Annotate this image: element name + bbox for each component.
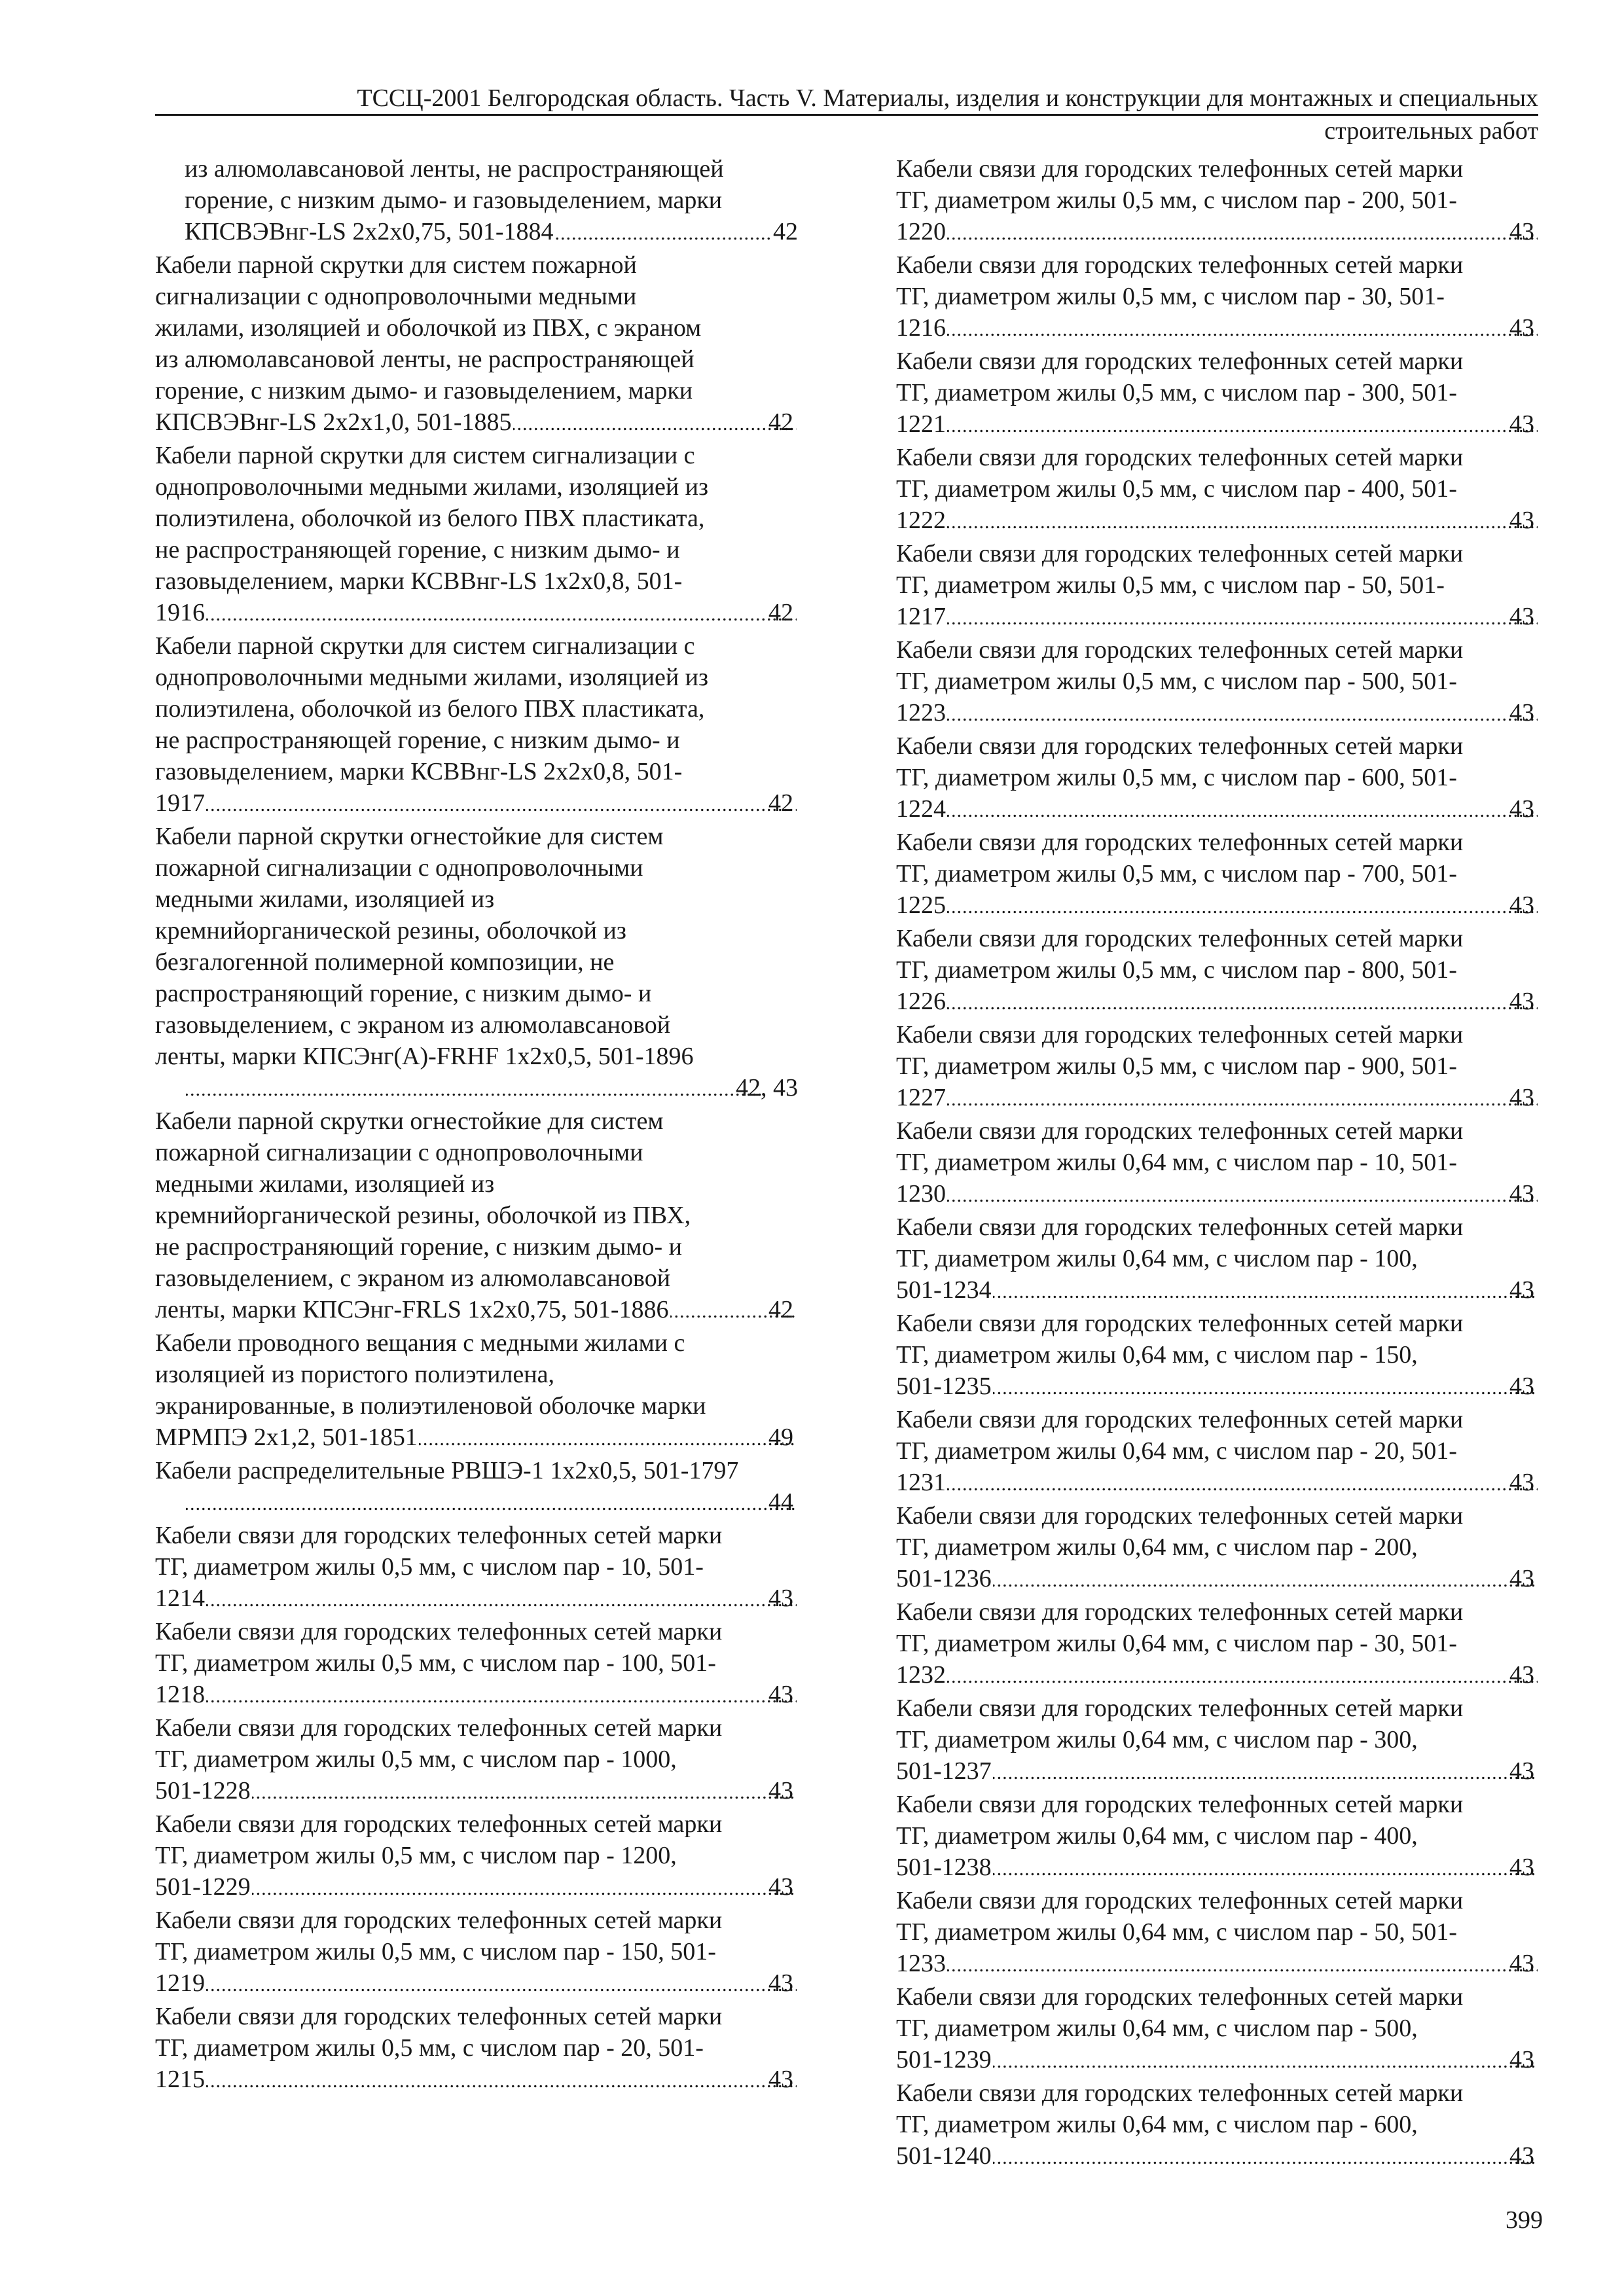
index-entry-line: ТГ, диаметром жилы 0,64 мм, с числом пар - 500,: [896, 2015, 1418, 2042]
index-entry-leader-line: МРМПЭ 2х1,2, 501-1851 ..... 49: [185, 1422, 798, 1455]
index-entry-line: медными жилами, изоляцией из: [155, 1170, 495, 1198]
index-entry: [896, 1115, 1539, 1211]
index-entry: [155, 1808, 798, 1905]
index-entry: [896, 1211, 1539, 1308]
index-entry-line: Кабели связи для городских телефонных сетей марки: [896, 1502, 1464, 1530]
dot-leader: [186, 1074, 764, 1105]
dot-leader: [947, 795, 1538, 827]
index-entry-leader-line: 1222 ..... 43: [926, 505, 1539, 538]
index-entry-leader-line: 1220 ..... 43: [926, 216, 1539, 249]
index-entry-line: Кабели связи для городских телефонных сетей марки: [896, 925, 1464, 952]
index-entry-line: Кабели связи для городских телефонных сетей марки: [896, 1406, 1464, 1433]
index-entry: [155, 2001, 798, 2097]
index-entry-leader-line: 1218 ..... 43: [185, 1679, 798, 1712]
dot-leader: [947, 891, 1538, 923]
index-entry-code: 1224: [896, 795, 946, 823]
index-entry-line: ТГ, диаметром жилы 0,5 мм, с числом пар - 700, 501-: [896, 860, 1457, 888]
index-entry-line: Кабели связи для городских телефонных сетей марки: [896, 540, 1464, 567]
index-entry-leader-line: 1217 ..... 43: [926, 601, 1539, 634]
index-entry: [155, 249, 798, 440]
running-header-continuation: строительных работ: [1324, 117, 1538, 145]
dot-leader: [186, 1488, 797, 1520]
index-entry-line: Кабели связи для городских телефонных сетей марки: [896, 251, 1464, 279]
index-entry-leader-line: 501-1240 ..... 43: [926, 2140, 1539, 2174]
index-entry-line: не распространяющей горение, с низким дымо- и: [155, 726, 680, 754]
index-entry-line: Кабели связи для городских телефонных сетей марки: [896, 1213, 1464, 1241]
index-entry-code: 1215: [155, 2066, 205, 2093]
index-entry-code: 1220: [896, 218, 946, 245]
index-entry-leader-line: 501-1236 ..... 43: [926, 1563, 1539, 1596]
index-entry-leader-line: 1214 ..... 43: [185, 1583, 798, 1616]
index-entry-code: 1232: [896, 1661, 946, 1689]
index-entry-leader-line: 501-1237 ..... 43: [926, 1755, 1539, 1789]
index-entry-code: 1231: [896, 1469, 946, 1496]
index-entry: [896, 2077, 1539, 2174]
index-entry-line: Кабели связи для городских телефонных сетей марки: [155, 1618, 723, 1645]
index-entry: [896, 827, 1539, 923]
index-entry-code: 501-1228: [155, 1777, 251, 1804]
index-entry-leader-line: 1226 ..... 43: [926, 986, 1539, 1019]
index-entry: [155, 1105, 798, 1327]
index-entry-line: однопроволочными медными жилами, изоляцией из: [155, 664, 709, 691]
dot-leader: [206, 2066, 797, 2097]
index-entry-leader-line: 501-1228 ..... 43: [185, 1775, 798, 1808]
index-entry-leader-line: 1232 ..... 43: [926, 1659, 1539, 1693]
index-entry-code: 1218: [155, 1681, 205, 1708]
dot-leader: [993, 1276, 1538, 1308]
dot-leader: [947, 1084, 1538, 1115]
index-entry-code: 501-1236: [896, 1565, 992, 1592]
index-entry-leader-line: 1216 ..... 43: [926, 312, 1539, 346]
index-entry-line: Кабели парной скрутки для систем сигнализации с: [155, 442, 695, 469]
index-entry-code: КПСВЭВнг-LS 2х2х0,75, 501-1884: [185, 218, 554, 245]
dot-leader: [206, 789, 797, 821]
index-column-left: [155, 153, 798, 2097]
index-entry-line: ТГ, диаметром жилы 0,64 мм, с числом пар - 30, 501-: [896, 1630, 1457, 1657]
index-entry-line: газовыделением, марки КСВВнг-LS 2х2х0,8, 501-: [155, 758, 683, 785]
index-entry-leader-line: 1231 ..... 43: [926, 1467, 1539, 1500]
index-entry-line: полиэтилена, оболочкой из белого ПВХ пластиката,: [155, 505, 705, 532]
index-entry-line: ТГ, диаметром жилы 0,64 мм, с числом пар - 600,: [896, 2111, 1418, 2138]
index-entry: [155, 440, 798, 630]
index-entry-leader-line: 1219 ..... 43: [185, 1967, 798, 2001]
index-entry: [896, 1596, 1539, 1693]
index-entry-line: ТГ, диаметром жилы 0,5 мм, с числом пар - 10, 501-: [155, 1553, 704, 1581]
index-entry-line: ТГ, диаметром жилы 0,64 мм, с числом пар - 400,: [896, 1822, 1418, 1850]
index-entry-line: Кабели связи для городских телефонных сетей марки: [896, 1021, 1464, 1049]
index-entry-line: ленты, марки КПСЭнг(А)-FRHF 1х2х0,5, 501-1896: [155, 1043, 694, 1070]
index-entry-line: горение, с низким дымо- и газовыделением, марки: [155, 377, 693, 404]
index-entry-line: Кабели связи для городских телефонных сетей марки: [155, 1714, 723, 1742]
index-entry: [155, 1327, 798, 1455]
index-entry-leader-line: 1227 ..... 43: [926, 1082, 1539, 1115]
index-entry-line: ТГ, диаметром жилы 0,5 мм, с числом пар - 600, 501-: [896, 764, 1457, 791]
index-entry-code: 501-1235: [896, 1372, 992, 1400]
index-entry-line: Кабели связи для городских телефонных сетей марки: [155, 1522, 723, 1549]
dot-leader: [947, 410, 1538, 442]
index-entry-line: Кабели связи для городских телефонных сетей марки: [896, 1791, 1464, 1818]
index-entry-leader-line: 1916 ..... 42: [185, 597, 798, 630]
index-entry-line: ТГ, диаметром жилы 0,5 мм, с числом пар - 1000,: [155, 1746, 677, 1773]
index-entry-leader-line: 1917 ..... 42: [185, 787, 798, 821]
index-entry-line: Кабели связи для городских телефонных сетей марки: [896, 732, 1464, 760]
index-entry-leader-line: 501-1239 ..... 43: [926, 2044, 1539, 2077]
index-entry: [155, 630, 798, 821]
index-entry: [155, 153, 798, 249]
index-entry: [896, 1308, 1539, 1404]
index-entry-line: Кабели распределительные РВШЭ-1 1х2х0,5, 501-1797: [155, 1457, 739, 1484]
dot-leader: [993, 2046, 1538, 2077]
index-entry-line: пожарной сигнализации с однопроволочными: [155, 1139, 643, 1166]
running-header: ТССЦ-2001 Белгородская область. Часть V. Материалы, изделия и конструкции для монтажных и специальных: [155, 84, 1538, 116]
index-entry-line: ТГ, диаметром жилы 0,5 мм, с числом пар - 150, 501-: [155, 1938, 716, 1965]
dot-leader: [947, 1469, 1538, 1500]
index-entry-line: Кабели связи для городских телефонных сетей марки: [896, 1887, 1464, 1914]
index-entry: [896, 538, 1539, 634]
page-number: 399: [1506, 2206, 1543, 2234]
index-entry-leader-line: 1225 ..... 43: [926, 889, 1539, 923]
index-entry-line: однопроволочными медными жилами, изоляцией из: [155, 473, 709, 501]
index-entry-code: 1221: [896, 410, 946, 438]
index-entry-line: изоляцией из пористого полиэтилена,: [155, 1361, 554, 1388]
index-entry-code: 1222: [896, 507, 946, 534]
index-entry-code: 1230: [896, 1180, 946, 1208]
index-column-right: [896, 153, 1539, 2174]
dot-leader: [993, 2142, 1538, 2174]
index-entry-code: 1226: [896, 988, 946, 1015]
dot-leader: [419, 1424, 797, 1455]
index-entry-line: сигнализации с однопроволочными медными: [155, 283, 637, 310]
index-entry-line: ТГ, диаметром жилы 0,64 мм, с числом пар - 100,: [896, 1245, 1418, 1272]
dot-leader: [947, 314, 1538, 346]
index-entry-line: газовыделением, с экраном из алюмолавсановой: [155, 1011, 671, 1039]
index-entry-line: горение, с низким дымо- и газовыделением, марки: [185, 187, 723, 214]
index-entry-line: Кабели связи для городских телефонных сетей марки: [896, 348, 1464, 375]
index-entry-line: Кабели парной скрутки для систем пожарной: [155, 251, 637, 279]
index-entry-line: Кабели проводного вещания с медными жилами с: [155, 1329, 685, 1357]
index-entry-code: 1214: [155, 1585, 205, 1612]
index-entry-line: Кабели связи для городских телефонных сетей марки: [896, 2079, 1464, 2107]
index-entry-line: не распространяющий горение, с низким дымо- и: [155, 1233, 682, 1261]
index-entry-line: ТГ, диаметром жилы 0,64 мм, с числом пар - 20, 501-: [896, 1437, 1457, 1465]
index-entry-line: Кабели связи для городских телефонных сетей марки: [896, 1117, 1464, 1145]
dot-leader: [555, 218, 772, 249]
index-entry: [896, 1019, 1539, 1115]
index-entry-line: Кабели связи для городских телефонных сетей марки: [896, 155, 1464, 183]
index-entry-line: ТГ, диаметром жилы 0,5 мм, с числом пар - 20, 501-: [155, 2034, 704, 2062]
index-entry-leader-line: 1215 ..... 43: [185, 2064, 798, 2097]
dot-leader: [993, 1372, 1538, 1404]
index-entry-code: ленты, марки КПСЭнг-FRLS 1х2х0,75, 501-1886: [155, 1296, 669, 1323]
index-entry-leader-line: ..... 44: [185, 1486, 798, 1520]
dot-leader: [947, 988, 1538, 1019]
index-entry-line: Кабели парной скрутки для систем сигнализации с: [155, 632, 695, 660]
index-entry-line: Кабели связи для городских телефонных сетей марки: [896, 829, 1464, 856]
index-entry-code: 501-1238: [896, 1854, 992, 1881]
index-entry-code: 501-1234: [896, 1276, 992, 1304]
index-entry: [896, 1885, 1539, 1981]
dot-leader: [206, 1585, 797, 1616]
index-entry-line: ТГ, диаметром жилы 0,64 мм, с числом пар - 10, 501-: [896, 1149, 1457, 1176]
index-entry-code: 1219: [155, 1969, 205, 1997]
dot-leader: [947, 1180, 1538, 1211]
index-entry-line: ТГ, диаметром жилы 0,64 мм, с числом пар - 50, 501-: [896, 1918, 1457, 1946]
index-entry-line: Кабели связи для городских телефонных сетей марки: [896, 1598, 1464, 1626]
index-entry-code: 501-1237: [896, 1757, 992, 1785]
index-entry-line: Кабели связи для городских телефонных сетей марки: [896, 1310, 1464, 1337]
index-entry-line: экранированные, в полиэтиленовой оболочке марки: [155, 1392, 706, 1420]
index-entry-line: жилами, изоляцией и оболочкой из ПВХ, с экраном: [155, 314, 702, 342]
index-entry-code: 1227: [896, 1084, 946, 1111]
index-entry-line: ТГ, диаметром жилы 0,5 мм, с числом пар - 50, 501-: [896, 571, 1445, 599]
index-entry: [896, 1981, 1539, 2077]
index-entry-page-ref: 42, 43: [736, 1074, 798, 1102]
index-entry-page-ref: 42: [773, 218, 798, 245]
index-entry-line: ТГ, диаметром жилы 0,64 мм, с числом пар - 200,: [896, 1534, 1418, 1561]
index-entry-code: 1216: [896, 314, 946, 342]
index-entry: [896, 346, 1539, 442]
index-entry: [896, 1500, 1539, 1596]
index-entry-leader-line: [185, 216, 798, 249]
index-entry: [155, 1905, 798, 2001]
index-entry: [155, 1455, 798, 1520]
index-entry-code: 1225: [896, 891, 946, 919]
index-entry-line: Кабели связи для городских телефонных сетей марки: [155, 2003, 723, 2030]
index-entry-line: пожарной сигнализации с однопроволочными: [155, 854, 643, 882]
index-entry-leader-line: 501-1229 ..... 43: [185, 1871, 798, 1905]
index-entry-code: 501-1239: [896, 2046, 992, 2073]
index-entry-line: Кабели парной скрутки огнестойкие для систем: [155, 823, 664, 850]
index-entry-code: КПСВЭВнг-LS 2х2х1,0, 501-1885: [155, 408, 512, 436]
index-entry-line: безгалогенной полимерной композиции, не: [155, 948, 615, 976]
index-entry: [896, 1404, 1539, 1500]
index-entry-line: Кабели связи для городских телефонных сетей марки: [896, 1695, 1464, 1722]
index-entry-line: Кабели связи для городских телефонных сетей марки: [896, 636, 1464, 664]
index-entry-line: ТГ, диаметром жилы 0,5 мм, с числом пар - 500, 501-: [896, 668, 1457, 695]
index-entry-leader-line: 501-1234 ..... 43: [926, 1274, 1539, 1308]
dot-leader: [252, 1873, 797, 1905]
index-entry-leader-line: 1224 ..... 43: [926, 793, 1539, 827]
dot-leader: [513, 408, 797, 440]
index-entry-line: не распространяющей горение, с низким дымо- и: [155, 536, 680, 564]
index-entry-line: медными жилами, изоляцией из: [155, 886, 495, 913]
index-entry-line: Кабели связи для городских телефонных сетей марки: [896, 444, 1464, 471]
index-entry-code: 1916: [155, 599, 205, 626]
index-entry: [896, 730, 1539, 827]
index-entry: [155, 1616, 798, 1712]
index-entry-leader-line: КПСВЭВнг-LS 2х2х1,0, 501-1885 ..... 42: [185, 406, 798, 440]
index-entry-code: 1917: [155, 789, 205, 817]
index-entry-line: газовыделением, марки КСВВнг-LS 1х2х0,8, 501-: [155, 567, 683, 595]
index-entry-line: ТГ, диаметром жилы 0,5 мм, с числом пар - 800, 501-: [896, 956, 1457, 984]
index-entry-leader-line: 1230 ..... 43: [926, 1178, 1539, 1211]
index-entry-code: 1217: [896, 603, 946, 630]
index-entry-line: ТГ, диаметром жилы 0,64 мм, с числом пар - 300,: [896, 1726, 1418, 1753]
index-entry-line: ТГ, диаметром жилы 0,5 мм, с числом пар - 300, 501-: [896, 379, 1457, 406]
index-entry-line: ТГ, диаметром жилы 0,5 мм, с числом пар - 100, 501-: [155, 1649, 716, 1677]
index-entry-line: Кабели связи для городских телефонных сетей марки: [155, 1907, 723, 1934]
dot-leader: [947, 1950, 1538, 1981]
index-entry-leader-line: 501-1235 ..... 43: [926, 1371, 1539, 1404]
index-entry-code: 1233: [896, 1950, 946, 1977]
index-entry-line: полиэтилена, оболочкой из белого ПВХ пластиката,: [155, 695, 705, 723]
index-entry-line: ТГ, диаметром жилы 0,5 мм, с числом пар - 900, 501-: [896, 1052, 1457, 1080]
dot-leader: [206, 599, 797, 630]
dot-leader: [947, 699, 1538, 730]
index-entry-code: 1223: [896, 699, 946, 726]
dot-leader: [947, 218, 1538, 249]
index-entry-line: Кабели парной скрутки огнестойкие для систем: [155, 1107, 664, 1135]
index-entry: [896, 153, 1539, 249]
index-entry: [896, 249, 1539, 346]
index-entry-code: МРМПЭ 2х1,2, 501-1851: [155, 1424, 418, 1451]
dot-leader: [947, 603, 1538, 634]
index-entry: [896, 1789, 1539, 1885]
index-entry-code: 501-1229: [155, 1873, 251, 1901]
index-entry-line: кремнийорганической резины, оболочкой из: [155, 917, 626, 944]
dot-leader: [252, 1777, 797, 1808]
index-entry-line: Кабели связи для городских телефонных сетей марки: [896, 1983, 1464, 2011]
index-entry-leader-line: [185, 1072, 798, 1105]
index-entry-line: распространяющий горение, с низким дымо- и: [155, 980, 652, 1007]
index-entry-line: кремнийорганической резины, оболочкой из ПВХ,: [155, 1202, 691, 1229]
index-entry-line: ТГ, диаметром жилы 0,5 мм, с числом пар - 400, 501-: [896, 475, 1457, 503]
index-entry-line: газовыделением, с экраном из алюмолавсановой: [155, 1265, 671, 1292]
index-entry-line: ТГ, диаметром жилы 0,64 мм, с числом пар - 150,: [896, 1341, 1418, 1369]
index-entry: [155, 1520, 798, 1616]
index-entry-leader-line: ленты, марки КПСЭнг-FRLS 1х2х0,75, 501-1886 ..... 42: [185, 1294, 798, 1327]
dot-leader: [206, 1681, 797, 1712]
index-entry: [896, 442, 1539, 538]
index-entry-line: ТГ, диаметром жилы 0,5 мм, с числом пар - 200, 501-: [896, 187, 1457, 214]
index-entry-code: 501-1240: [896, 2142, 992, 2170]
index-entry: [896, 923, 1539, 1019]
index-entry-leader-line: 1223 ..... 43: [926, 697, 1539, 730]
index-entry: [155, 821, 798, 1105]
dot-leader: [947, 507, 1538, 538]
index-entry-line: Кабели связи для городских телефонных сетей марки: [155, 1810, 723, 1838]
index-entry: [155, 1712, 798, 1808]
dot-leader: [993, 1757, 1538, 1789]
index-entry-line: ТГ, диаметром жилы 0,5 мм, с числом пар - 30, 501-: [896, 283, 1445, 310]
index-entry-line: из алюмолавсановой ленты, не распространяющей: [185, 155, 724, 183]
dot-leader: [993, 1565, 1538, 1596]
dot-leader: [947, 1661, 1538, 1693]
index-entry: [896, 1693, 1539, 1789]
index-entry: [896, 634, 1539, 730]
index-entry-leader-line: 1221 ..... 43: [926, 408, 1539, 442]
index-entry-leader-line: 1233 ..... 43: [926, 1948, 1539, 1981]
index-entry-leader-line: 501-1238 ..... 43: [926, 1852, 1539, 1885]
dot-leader: [206, 1969, 797, 2001]
dot-leader: [993, 1854, 1538, 1885]
index-entry-line: ТГ, диаметром жилы 0,5 мм, с числом пар - 1200,: [155, 1842, 677, 1869]
index-entry-line: из алюмолавсановой ленты, не распространяющей: [155, 346, 695, 373]
